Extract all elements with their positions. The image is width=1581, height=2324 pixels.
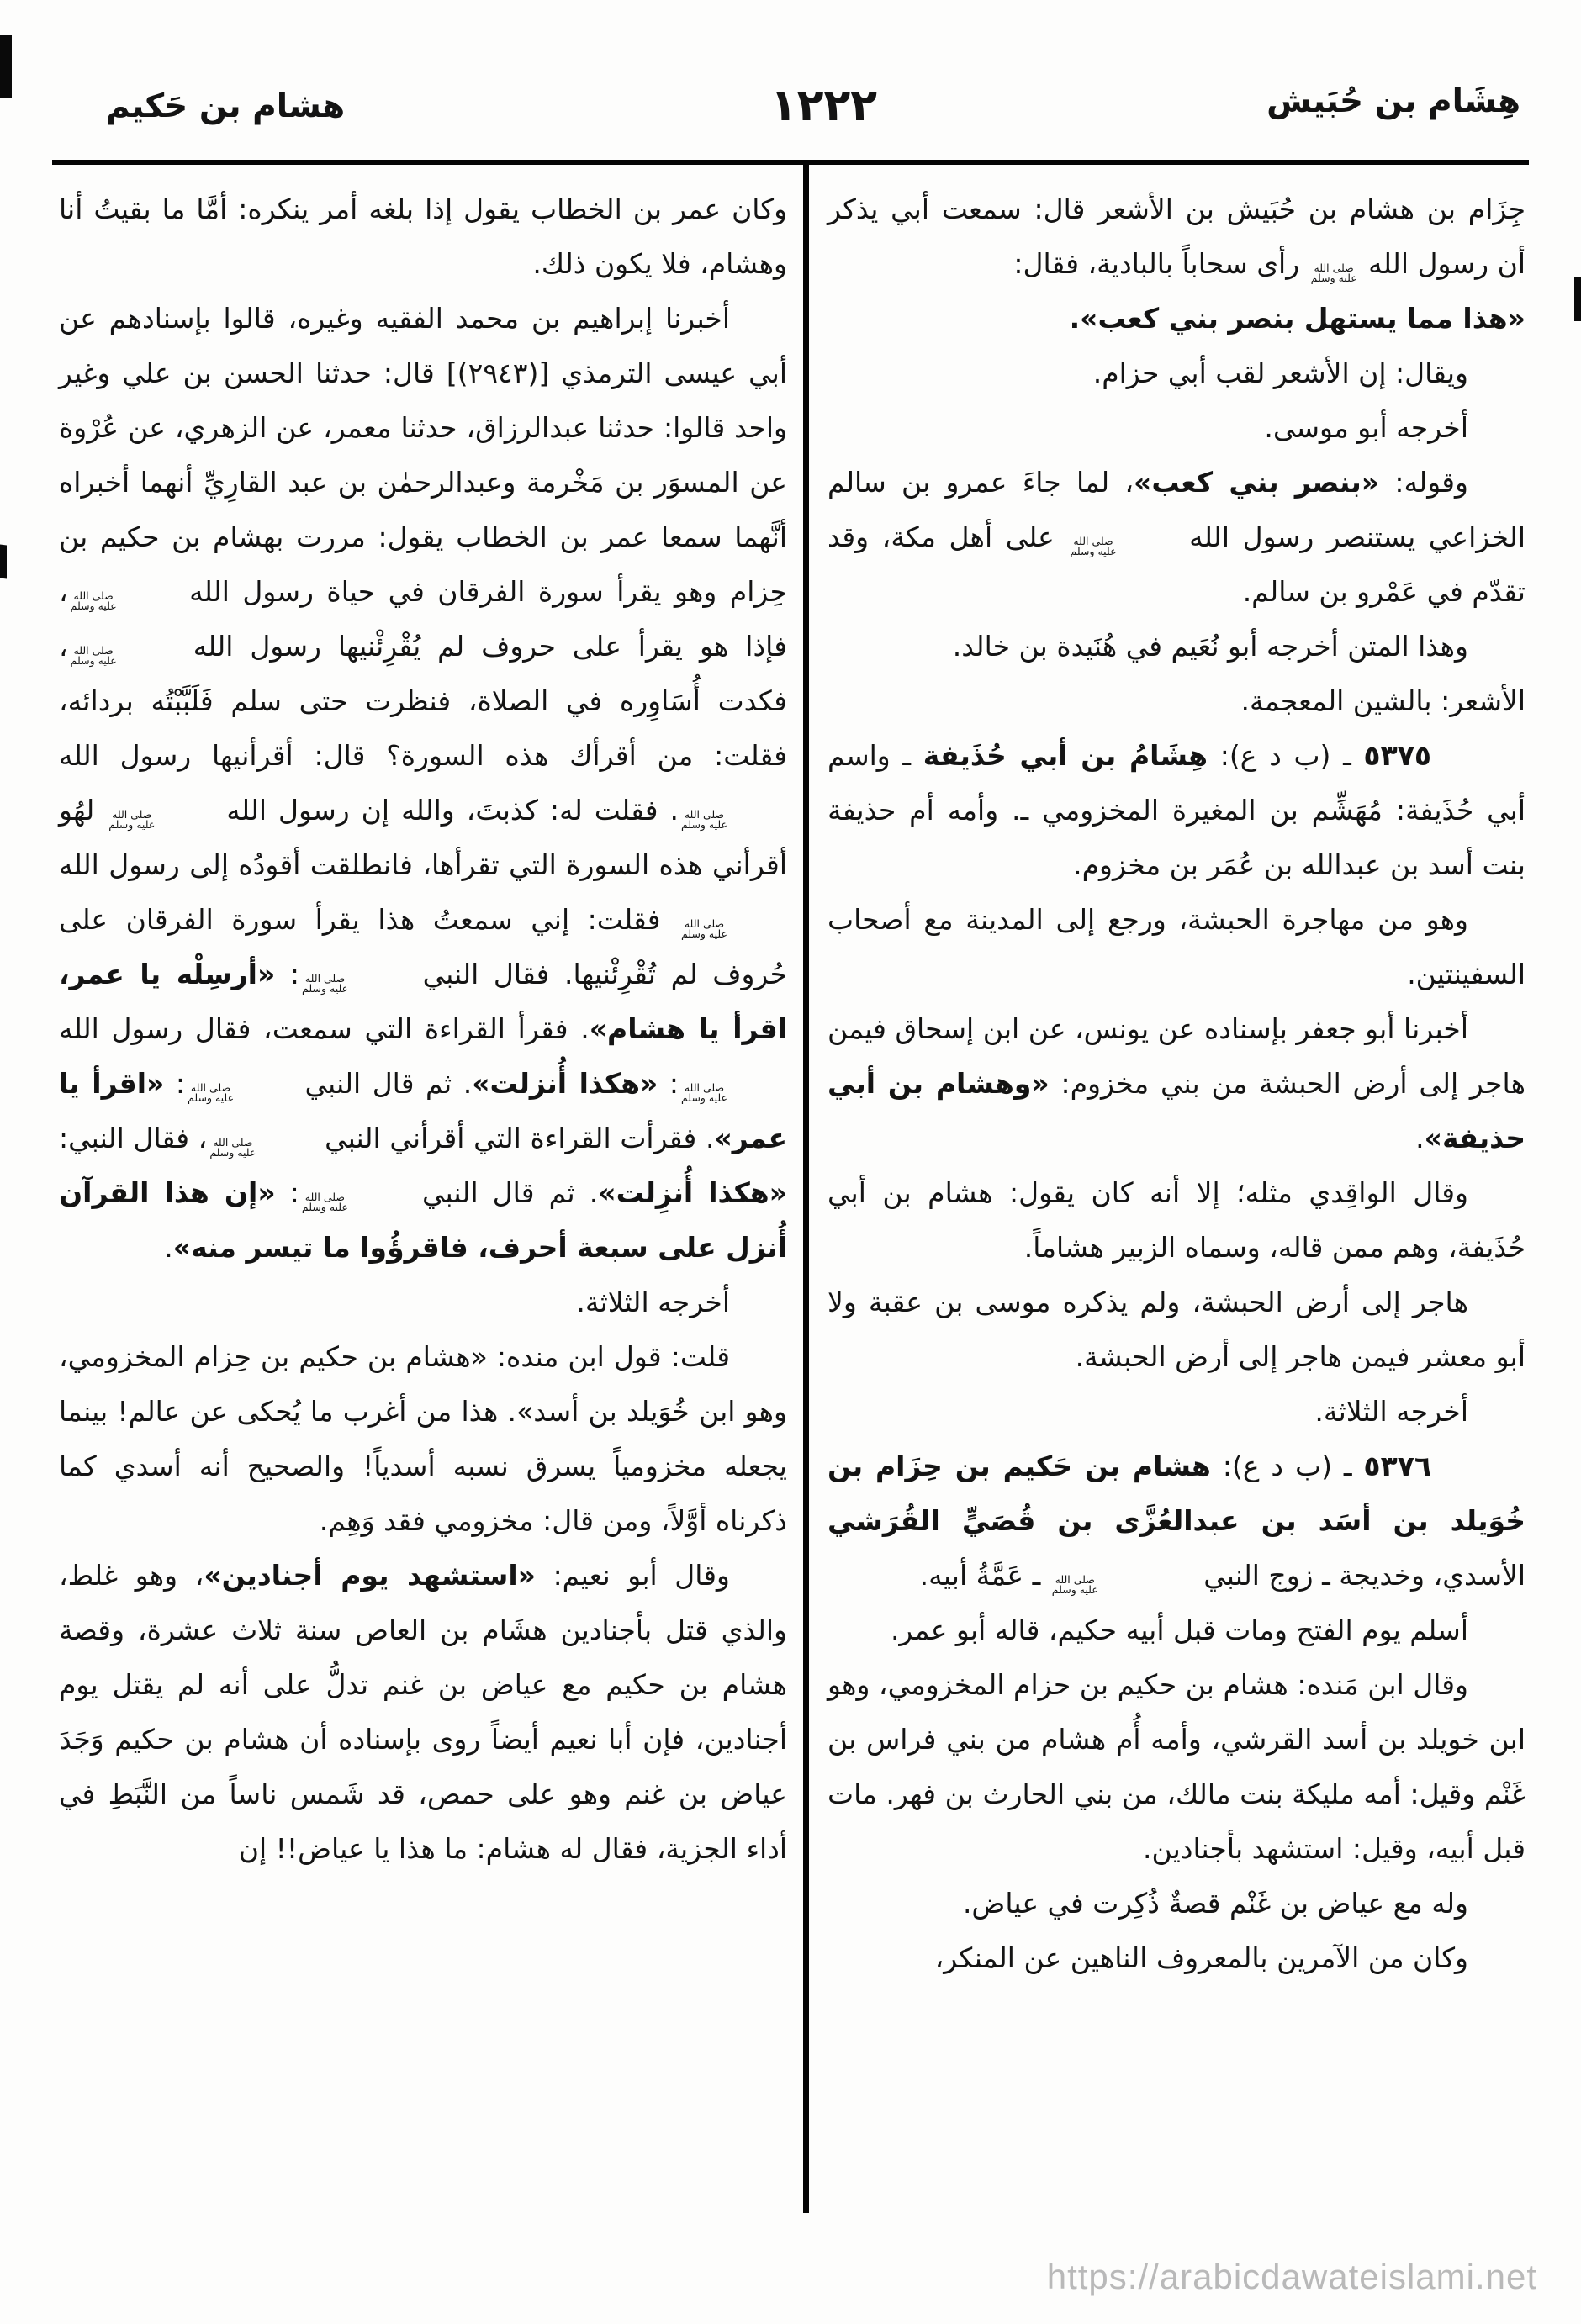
text-run: ـ (ب د ع): — [1208, 739, 1364, 772]
text-run: ـ عَمَّةُ أبيه. — [919, 1559, 1050, 1592]
honorific-line: عليه وسلم — [108, 818, 156, 831]
column-left — [59, 182, 787, 1876]
honorific-line: عليه وسلم — [1070, 545, 1117, 557]
honorific-line: صلى الله — [1314, 261, 1354, 274]
text-run: أخرجه الثلاثة. — [576, 1286, 730, 1318]
text-run: : — [275, 958, 300, 990]
entry-paragraph — [828, 1439, 1525, 1603]
text-run: . فقرأ القراءة التي سمعت، فقال رسول الله — [59, 1012, 590, 1045]
bold-text-run: «بنصر بني كعب» — [1134, 466, 1380, 499]
honorific-line: صلى الله — [1055, 1572, 1095, 1586]
honorific-line: عليه وسلم — [188, 1091, 235, 1104]
honorific-line: عليه وسلم — [209, 1146, 256, 1159]
paragraph — [59, 182, 787, 291]
paragraph — [828, 291, 1525, 346]
header-rule — [52, 160, 1529, 165]
text-run: الأشعر: بالشين المعجمة. — [1240, 684, 1525, 717]
paragraph — [828, 455, 1525, 619]
text-run: . — [164, 1231, 173, 1264]
text-run: جِزَام بن هشام بن حُبَيش بن الأشعر قال: سمعت أبي يذكر أن رسول الله — [828, 193, 1525, 280]
text-run: : — [275, 1176, 299, 1209]
text-run: وقوله: — [1379, 466, 1468, 499]
honorific-line: صلى الله — [1073, 534, 1113, 547]
honorific-symbol — [70, 643, 174, 667]
text-run: ، فقال النبي: — [59, 1122, 208, 1154]
honorific-symbol — [680, 916, 785, 940]
text-run: . ثم قال النبي — [293, 1067, 473, 1100]
header-left-title: هشام بن حَكيم — [106, 87, 346, 125]
text-run: ، وهو غلط، والذي قتل بأجنادين هشَام بن العاص سنة ثلاث عشرة، وقصة هشام بن حكيم مع عياض بن غنم تدلُّ على أنه لم يقتل يوم أجنادين، فإن أبا نعيم أيضاً روى بإسناده أن هشام بن حكيم وَجَدَ عياض بن غنم وهو على حمص، قد شَمس ناساً من النَّبَطِ في أداء الجزية، فقال له هشام: ما هذا يا عياض!! إن — [59, 1559, 787, 1865]
honorific-line: عليه وسلم — [301, 1201, 348, 1213]
honorific-symbol — [302, 971, 405, 995]
paragraph — [828, 1384, 1525, 1439]
paragraph — [828, 1603, 1525, 1657]
paragraph — [828, 1001, 1525, 1165]
text-run: أخرجه أبو موسى. — [1264, 411, 1468, 444]
text-run: ، فإذا هو يقرأ على حروف لم يُقْرِئْنيها رسول الله — [59, 575, 787, 663]
honorific-line: صلى الله — [190, 1080, 231, 1094]
honorific-symbol — [1071, 536, 1174, 557]
honorific-line: عليه وسلم — [302, 982, 349, 995]
honorific-line: صلى الله — [112, 807, 152, 821]
paragraph — [828, 1275, 1525, 1384]
text-run: وكان عمر بن الخطاب يقول إذا بلغه أمر ينكره: أمَّا ما بقيتُ أنا وهشام، فلا يكون ذلك. — [59, 193, 787, 280]
honorific-symbol — [1311, 263, 1357, 284]
honorific-line: صلى الله — [684, 807, 725, 821]
bold-text-run: هِشَامُ بن أبي حُذَيفة — [923, 739, 1208, 772]
honorific-symbol — [680, 1080, 785, 1104]
text-run: وقال الواقِدي مثله؛ إلا أنه كان يقول: هشام بن أبي حُذَيفة، وهم ممن قاله، وسماه الزبير هشاماً. — [828, 1176, 1525, 1264]
bold-text-run: «هذا مما يستهل بنصر بني كعب». — [1069, 302, 1525, 335]
honorific-line: صلى الله — [304, 1190, 346, 1203]
text-run: . ثم قال النبي — [407, 1176, 599, 1209]
honorific-symbol — [209, 1135, 313, 1159]
text-run: . — [1415, 1122, 1425, 1154]
text-run: وكان من الآمرين بالمعروف الناهين عن المنكر، — [934, 1941, 1468, 1974]
paragraph — [59, 1329, 787, 1548]
text-run: رأى سحاباً بالبادية، فقال: — [1013, 247, 1309, 280]
honorific-line: صلى الله — [684, 1080, 725, 1094]
text-run: وهو من مهاجرة الحبشة، ورجع إلى المدينة مع أصحاب السفينتين. — [828, 903, 1525, 990]
honorific-symbol — [302, 1192, 405, 1213]
bold-text-run: «وهشام بن أبي حذيفة» — [828, 1067, 1525, 1154]
text-run: وله مع عياض بن غَنْم قصةٌ ذُكِرت في عياض. — [962, 1887, 1468, 1920]
text-run: وقال ابن مَنده: هشام بن حكيم بن حزام المخزومي، وهو ابن خويلد بن أسد القرشي، وأمه أُم هشام من بني فراس بن غَنْم وقيل: أمه مليكة بنت مالك، من بني الحارث بن فهر. مات قبل أبيه، وقيل: استشهد بأجنادين. — [828, 1668, 1525, 1865]
text-run: أخبرنا إبراهيم بن محمد الفقيه وغيره، قالوا بإسنادهم عن أبي عيسى الترمذي [(٢٩٤٣)] قال: حدثنا الحسن بن علي وغير واحد قالوا: حدثنا عبدالرزاق، حدثنا معمر، عن الزهري، عن عُرْوة عن المسوَر بن مَخْرمة وعبدالرحمٰن بن عبد القارِيِّ أنهما أخبراه أنَّهما سمعا عمر بن الخطاب يقول: مررت بهشام بن حكيم بن حِزام وهو يقرأ سورة الفرقان في حياة رسول الله — [59, 302, 788, 608]
honorific-symbol — [108, 807, 212, 831]
text-run: ، لما جاءَ عمرو بن سالم الخزاعي يستنصر رسول الله — [828, 466, 1525, 553]
text-run: . فقرأت القراءة التي أقرأني النبي — [315, 1122, 715, 1154]
text-run: ويقال: إن الأشعر لقب أبي حزام. — [1092, 357, 1468, 389]
scan-artifact — [0, 544, 7, 578]
honorific-line: صلى الله — [684, 916, 725, 930]
text-run: فقلت: إني سمعتُ هذا يقرأ سورة الفرقان على حُروف لم تُقْرِئْنيها. فقال النبي — [59, 903, 787, 990]
bold-text-run: هشام بن حَكيم بن حِزَام بن خُوَيلد بن أسَد بن عبدالعُزَّى بن قُصَيٍّ القُرَشي — [828, 1450, 1525, 1537]
honorific-line: عليه وسلم — [680, 1091, 727, 1104]
bold-text-run: «إن هذا القرآن أُنزل على سبعة أحرف، فاقرؤُوا ما تيسر منه» — [59, 1176, 787, 1264]
honorific-symbol — [188, 1080, 291, 1104]
watermark-url: https://arabicdawateislami.net — [1046, 2257, 1537, 2296]
paragraph — [828, 619, 1525, 673]
bold-text-run: «استشهد يوم أجنادين» — [204, 1559, 536, 1592]
text-run: لهُو أقرأني هذه السورة التي تقرأها، فانطلقت أقودُه إلى رسول الله — [59, 794, 787, 881]
paragraph — [59, 291, 787, 1275]
paragraph — [828, 673, 1525, 728]
paragraph — [828, 1657, 1525, 1876]
text-run: قلت: قول ابن منده: «هشام بن حكيم بن حِزام المخزومي، وهو ابن خُوَيلد بن أسد». هذا من أغرب ما يُحكى عن عالم! بينما يجعله مخزومياً يسرق نسبه أسدياً! والصحيح أنه أسدي كما ذكرناه أوَّلاً، ومن قال: مخزومي فقد وَهِم. — [59, 1340, 787, 1537]
text-run: أسلم يوم الفتح ومات قبل أبيه حكيم، قاله أبو عمر. — [890, 1614, 1468, 1646]
text-run: الأسدي، وخديجة ـ زوج النبي — [1194, 1559, 1525, 1592]
scan-artifact — [0, 35, 12, 98]
bold-text-run: ٥٣٧٦ — [1363, 1450, 1431, 1482]
honorific-symbol — [71, 591, 174, 612]
paragraph — [59, 1275, 787, 1329]
scan-artifact — [1574, 277, 1581, 321]
honorific-line: صلى الله — [213, 1135, 253, 1149]
page-number: ١٢٢٢ — [770, 81, 877, 131]
paragraph — [828, 182, 1525, 291]
paragraph — [828, 400, 1525, 455]
text-run: هاجر إلى أرض الحبشة، ولم يذكره موسى بن عقبة ولا أبو معشر فيمن هاجر إلى أرض الحبشة. — [828, 1286, 1525, 1373]
honorific-line: عليه وسلم — [680, 818, 727, 831]
text-run: وقال أبو نعيم: — [536, 1559, 730, 1592]
honorific-line: صلى الله — [73, 589, 114, 602]
honorific-line: صلى الله — [304, 971, 346, 985]
honorific-symbol — [1051, 1572, 1192, 1596]
column-divider-rule — [803, 163, 809, 2213]
honorific-line: عليه وسلم — [70, 654, 117, 667]
honorific-symbol — [680, 807, 785, 831]
paragraph — [828, 1876, 1525, 1931]
text-run: : — [658, 1067, 679, 1100]
honorific-line: عليه وسلم — [1051, 1583, 1098, 1596]
paragraph — [59, 1548, 787, 1876]
bold-text-run: «اقرأ يا عمر» — [59, 1067, 787, 1154]
text-run: أخرجه الثلاثة. — [1314, 1395, 1468, 1428]
paragraph — [828, 1165, 1525, 1275]
text-run: ـ (ب د ع): — [1210, 1450, 1364, 1482]
text-run: . فقلت له: كذبتَ، والله إن رسول الله — [214, 794, 679, 827]
entry-paragraph — [828, 728, 1525, 892]
bold-text-run: «هكذا أُنزلت» — [472, 1067, 658, 1100]
honorific-line: عليه وسلم — [1310, 272, 1357, 284]
bold-text-run: «هكذا أُنزِلت» — [598, 1176, 787, 1209]
text-run: : — [164, 1067, 186, 1100]
text-run: على أهل مكة، وقد تقدّم في عَمْرو بن سالم. — [828, 520, 1525, 608]
text-run: أخبرنا أبو جعفر بإسناده عن يونس، عن ابن إسحاق فيمن هاجر إلى أرض الحبشة من بني مخزوم: — [828, 1012, 1526, 1100]
honorific-line: صلى الله — [73, 643, 114, 657]
paragraph — [828, 346, 1525, 400]
text-run: وهذا المتن أخرجه أبو نُعَيم في هُنَيدة بن خالد. — [952, 630, 1468, 663]
bold-text-run: «أرسِلْه يا عمر، اقرأ يا هشام» — [59, 958, 788, 1045]
text-run: ، فكدت أُسَاوِره في الصلاة، فنظرت حتى سلم فَلَبَّبْتُه بردائه، فقلت: من أقرأك هذه السورة؟ قال: أقرأنيها رسول الله — [59, 630, 787, 772]
honorific-line: عليه وسلم — [70, 599, 117, 612]
paragraph — [828, 892, 1525, 1001]
header-right-title: هِشَام بن حُبَيش — [1266, 82, 1520, 120]
honorific-line: عليه وسلم — [680, 927, 727, 940]
column-right — [828, 182, 1525, 1985]
text-run: ـ واسم أبي حُذَيفة: مُهَشِّم بن المغيرة المخزومي ـ. وأمه أم حذيفة بنت أسد بن عبدالله بن عُمَر بن مخزوم. — [828, 739, 1525, 881]
paragraph — [828, 1931, 1525, 1985]
bold-text-run: ٥٣٧٥ — [1363, 739, 1431, 772]
